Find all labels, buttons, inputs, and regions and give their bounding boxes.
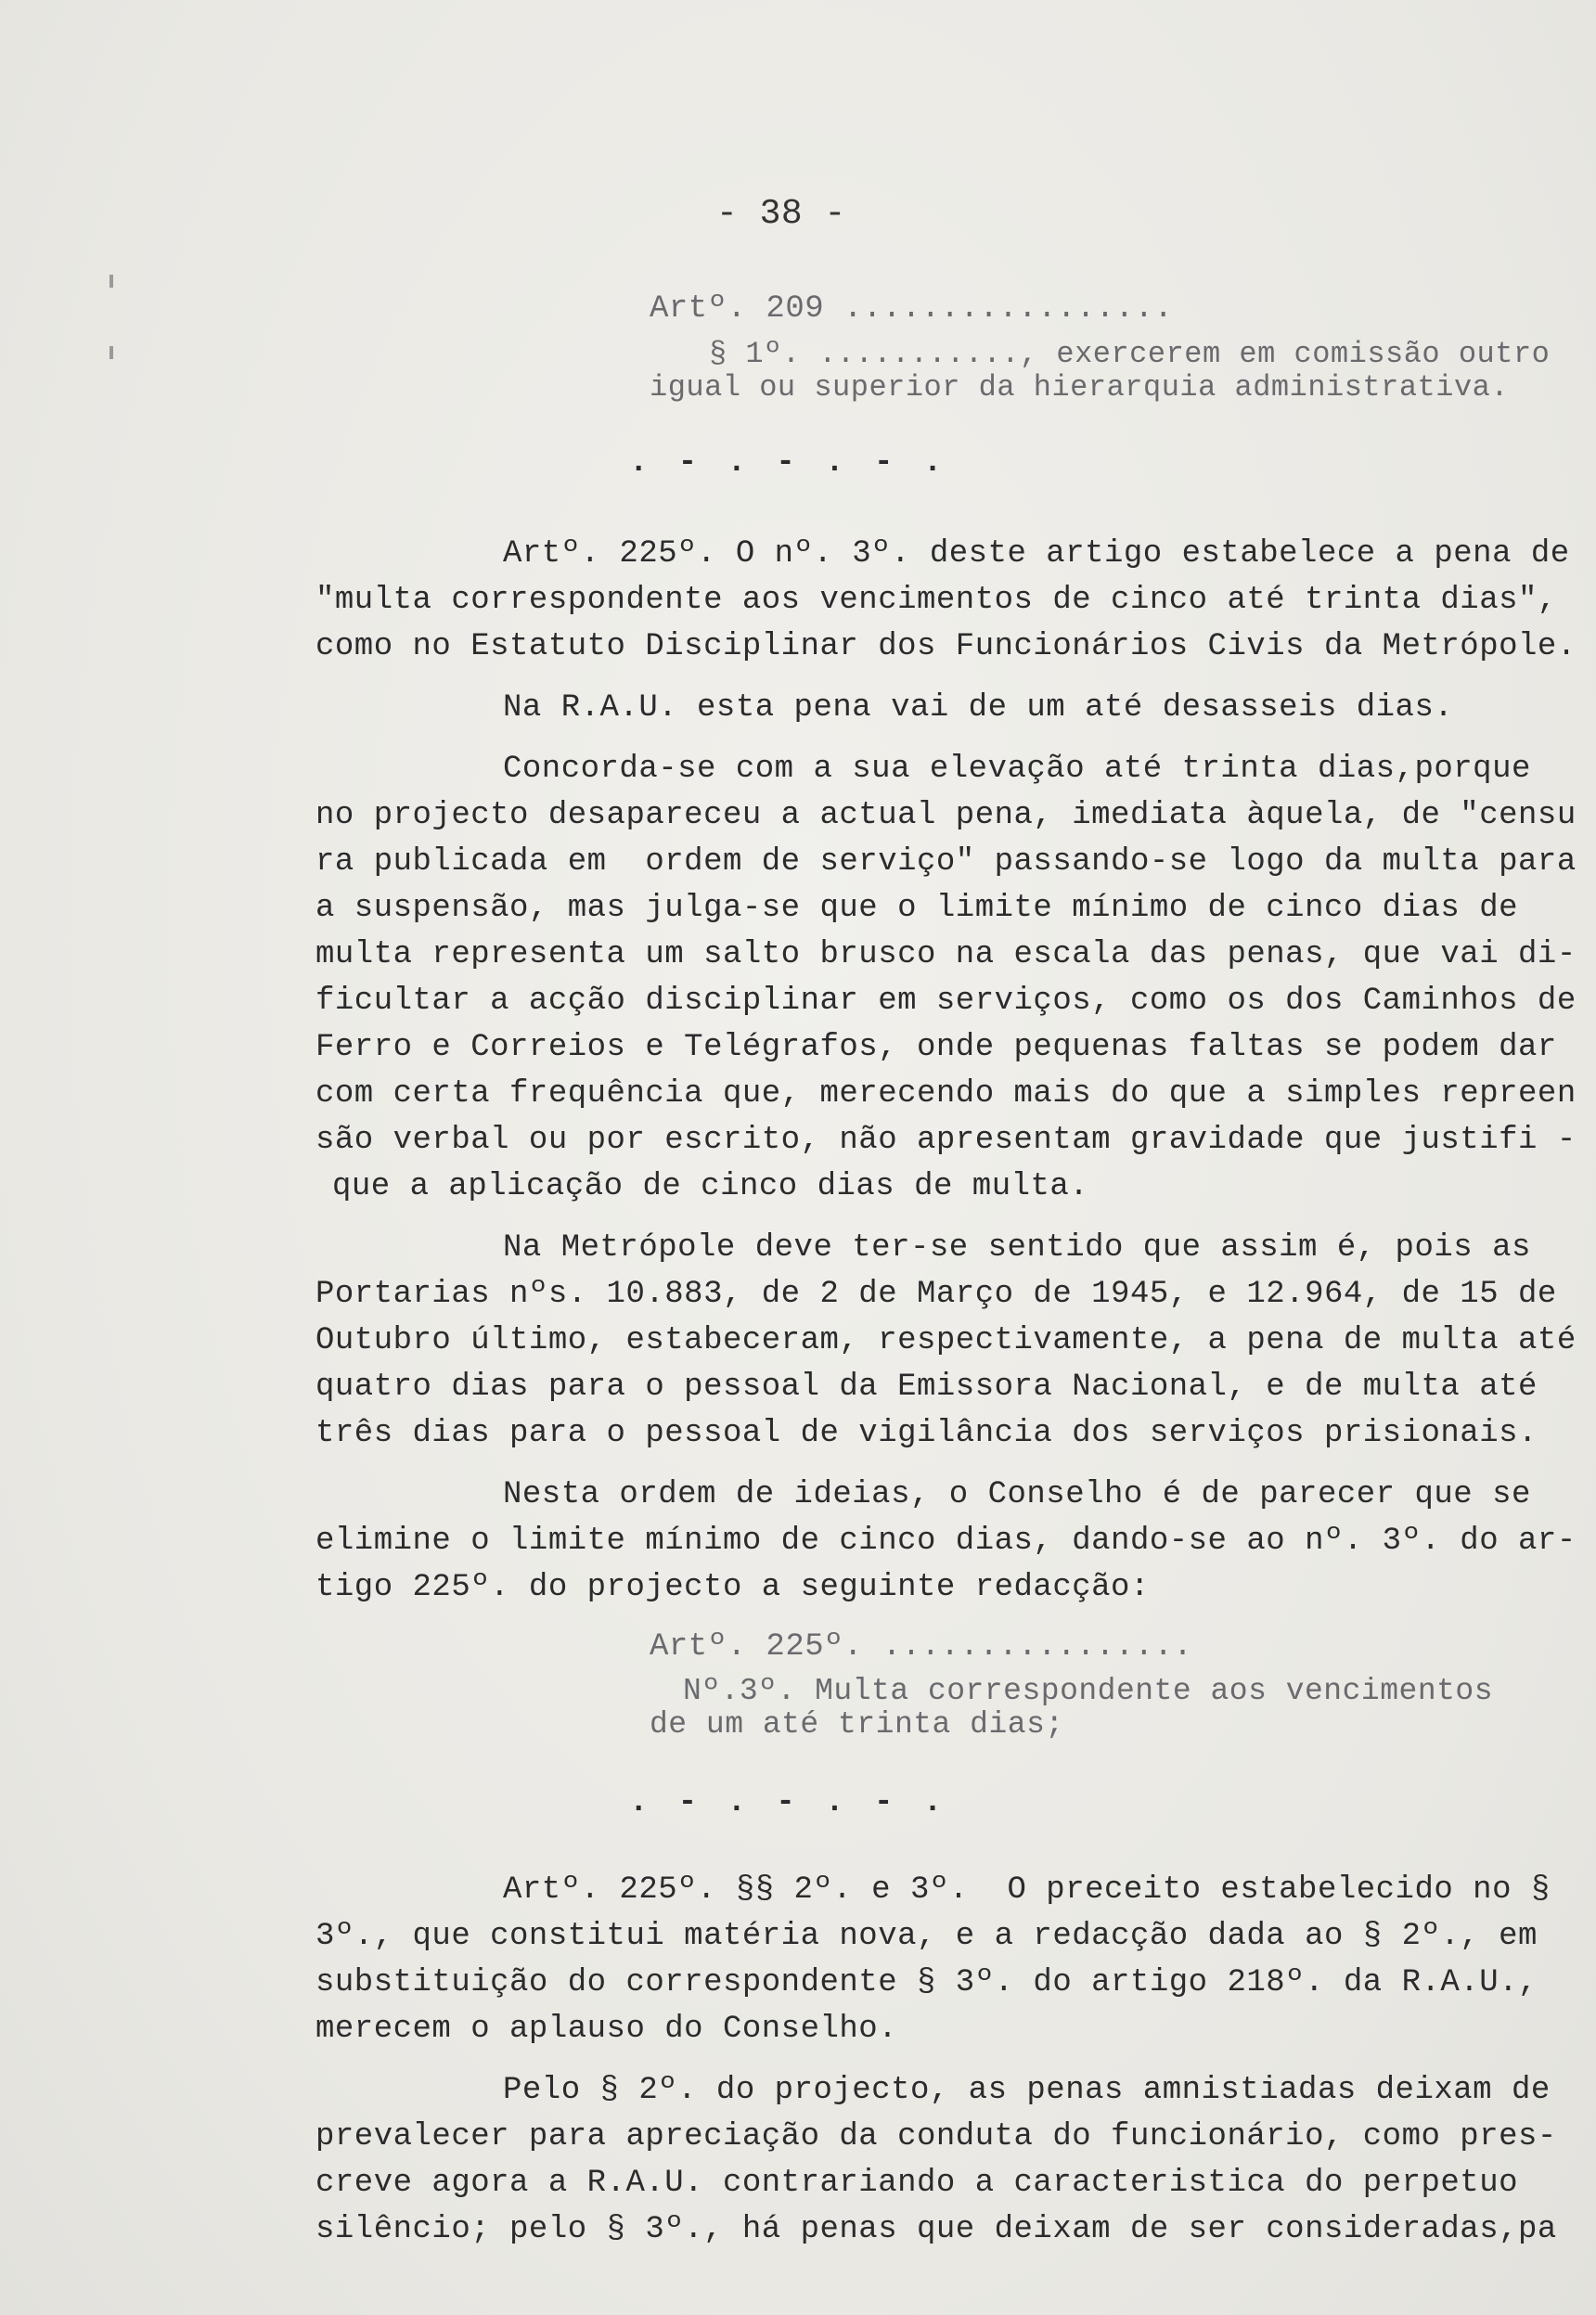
art209-paragraph-line: § 1º. ..........., exercerem em comissão outro — [709, 337, 1551, 371]
body-line: tigo 225º. do projecto a seguinte redacção: — [315, 1570, 1150, 1605]
body-line: Outubro último, estabeceram, respectivamente, a pena de multa até — [315, 1323, 1577, 1358]
body-line: com certa frequência que, merecendo mais do que a simples repreen — [315, 1076, 1577, 1112]
body-line: "multa correspondente aos vencimentos de cinco até trinta dias", — [315, 583, 1557, 618]
body-line: quatro dias para o pessoal da Emissora Nacional, e de multa até — [315, 1370, 1538, 1405]
art225-heading: Artº. 225º. ................ — [650, 1629, 1193, 1665]
body-line: 3º., que constitui matéria nova, e a redacção dada ao § 2º., em — [315, 1919, 1538, 1954]
body-line: prevalecer para apreciação da conduta do funcionário, como pres- — [315, 2119, 1557, 2154]
body-line: Na R.A.U. esta pena vai de um até desasseis dias. — [503, 690, 1454, 726]
body-line: como no Estatuto Disciplinar dos Funcionários Civis da Metrópole. — [315, 629, 1577, 664]
body-line: creve agora a R.A.U. contrariando a caracteristica do perpetuo — [315, 2166, 1519, 2201]
art225-item-line: de um até trinta dias; — [650, 1707, 1064, 1742]
body-line: Ferro e Correios e Telégrafos, onde pequenas faltas se podem dar — [315, 1030, 1557, 1065]
section-separator: . - . - . - . — [629, 1785, 948, 1820]
body-line: são verbal ou por escrito, não apresentam gravidade que justifi - — [315, 1123, 1577, 1158]
body-line: Pelo § 2º. do projecto, as penas amnistiadas deixam de — [503, 2073, 1551, 2108]
body-line: multa representa um salto brusco na escala das penas, que vai di- — [315, 937, 1577, 972]
body-line: no projecto desapareceu a actual pena, imediata àquela, de "censu — [315, 798, 1577, 833]
section-separator: . - . - . - . — [629, 445, 948, 481]
body-line: Nesta ordem de ideias, o Conselho é de parecer que se — [503, 1477, 1531, 1512]
body-line: Artº. 225º. O nº. 3º. deste artigo estabelece a pena de — [503, 536, 1570, 572]
page-number: - 38 - — [716, 194, 846, 234]
body-line: três dias para o pessoal de vigilância dos serviços prisionais. — [315, 1416, 1538, 1451]
scan-mark — [109, 275, 113, 288]
body-line: Concorda-se com a sua elevação até trinta dias,porque — [503, 752, 1531, 787]
body-line: que a aplicação de cinco dias de multa. — [332, 1169, 1089, 1204]
body-line: Portarias nºs. 10.883, de 2 de Março de 1945, e 12.964, de 15 de — [315, 1277, 1557, 1312]
art209-paragraph-line: igual ou superior da hierarquia administrativa. — [650, 370, 1510, 405]
art225-item-line: Nº.3º. Multa correspondente aos vencimentos — [683, 1674, 1494, 1708]
body-line: ficultar a acção disciplinar em serviços, como os dos Caminhos de — [315, 984, 1577, 1019]
scan-mark — [109, 346, 113, 359]
body-line: elimine o limite mínimo de cinco dias, dando-se ao nº. 3º. do ar- — [315, 1524, 1577, 1559]
body-line: Artº. 225º. §§ 2º. e 3º. O preceito estabelecido no § — [503, 1872, 1551, 1908]
body-line: merecem o aplauso do Conselho. — [315, 2012, 898, 2047]
body-line: silêncio; pelo § 3º., há penas que deixam de ser consideradas,pa — [315, 2212, 1557, 2247]
body-line: ra publicada em ordem de serviço" passando-se logo da multa para — [315, 844, 1577, 880]
body-line: substituição do correspondente § 3º. do artigo 218º. da R.A.U., — [315, 1965, 1538, 2000]
art209-heading: Artº. 209 ................. — [650, 291, 1174, 327]
body-line: Na Metrópole deve ter-se sentido que assim é, pois as — [503, 1230, 1531, 1266]
body-line: a suspensão, mas julga-se que o limite mínimo de cinco dias de — [315, 891, 1519, 926]
